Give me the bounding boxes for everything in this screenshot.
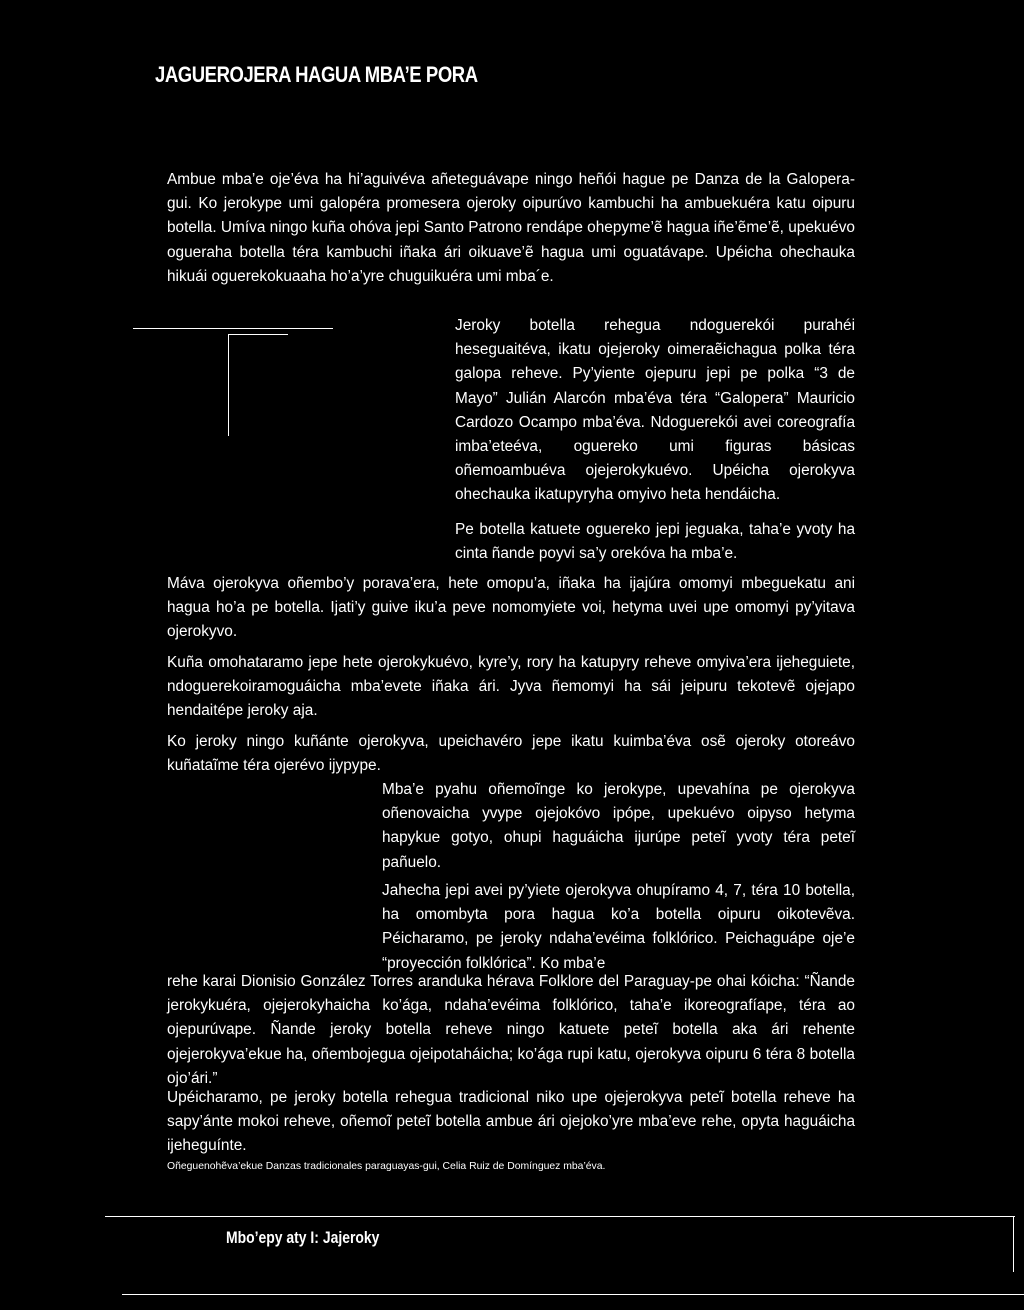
page-header-title: JAGUEROJERA HAGUA MBA’E PORA xyxy=(155,62,478,87)
footer-top-rule xyxy=(105,1216,1015,1217)
image-frame-top-line xyxy=(133,328,333,329)
paragraph-movement: Kuña omohataramo jepe hete ojerokykuévo, kyre’y, rory ha katupyry reheve omyiva’era ijeheguiete, ndoguerekoiramoguáicha mba’evete iñaka ári. Jyva ñemomyi ha sái jeipuru tekotevẽ ojejapo hendaitépe jeroky aja. xyxy=(167,654,855,720)
paragraph-traditional: Upéicharamo, pe jeroky botella rehegua tradicional niko upe ojejerokyva peteĩ botella reheve ha sapy’ánte mokoi reheve, oñemoĩ peteĩ botella ambue ári ojejoko’yre mba’eve rehe, opyta haguáicha ijeheguínte. xyxy=(167,1089,855,1155)
footnote-source: Oñeguenohẽva’ekue Danzas tradicionales paraguayas-gui, Celia Ruiz de Domínguez mba’éva. xyxy=(167,1161,606,1172)
paragraph-intro: Ambue mba’e oje’éva ha hi’aguivéva añeteguávape ningo heñói hague pe Danza de la Galopera-gui. Ko jerokype umi galopéra promesera ojeroky oipurúvo kambuchi ha ambuekuéra katu oipuru botella. Umíva ningo kuña ohóva jepi Santo Patrono rendápe ohepyme’ẽ hagua iñe’ẽme’ẽ, upekuévo ogueraha botella téra kambuchi iñaka ári oikuave’ẽ hagua umi oguatávape. Upéicha ohechauka hikuái oguerekokuaaha ho’a’yre chuguikuéra umi mba´e. xyxy=(167,171,855,285)
footer-chapter-title: Mbo’epy aty I: Jajeroky xyxy=(226,1228,380,1247)
paragraph-dancers: Ko jeroky ningo kuñánte ojerokyva, upeichavéro jepe ikatu kuimba’éva osẽ ojeroky otoreávo kuñataĩme téra ojerévo ijypype. xyxy=(167,733,855,775)
paragraph-bottle-decoration: Pe botella katuete oguereko jepi jeguaka, taha’e yvoty ha cinta ñande poyvi sa’y orekóva ha mba’e. xyxy=(455,521,855,563)
paragraph-many-bottles: Jahecha jepi avei py’yiete ojerokyva ohupíramo 4, 7, téra 10 botella, ha omombyta pora hagua ko’a botella oipuru oikotevẽva. Péicharamo, pe jeroky ndaha’evéima folklórico. Peichaguápe oje’e “proyección folklórica”. Ko mba’e xyxy=(382,882,855,972)
paragraph-music: Jeroky botella rehegua ndoguerekói purahéi heseguaitéva, ikatu ojejeroky oimeraẽichagua polka téra galopa reheve. Py’yiente ojepuru jepi pe polka “3 de Mayo” Julián Alarcón mba’éva téra “Galopera” Mauricio Cardozo Ocampo mba’éva. Ndoguerekói avei coreografía imba’eteéva, oguereko umi figuras básicas oñemoambuéva ojejerokykuévo. Upéicha ojerokyva ohechauka ikatupyryha omyivo heta hendáicha. xyxy=(455,317,855,504)
footer-right-rule xyxy=(1013,1216,1014,1272)
footer-bottom-rule xyxy=(122,1294,1024,1295)
image-frame-left-line xyxy=(228,334,229,436)
image-frame-inner-line xyxy=(228,334,288,335)
paragraph-new-figure: Mba’e pyahu oñemoĩnge ko jerokype, upevahína pe ojerokyva oñenovaicha yvype ojejokóvo ipópe, upekuévo oipyso hetyma hapykue gotyo, ohupi haguáicha ijurúpe peteĩ yvoty téra peteĩ pañuelo. xyxy=(382,781,855,871)
paragraph-posture: Máva ojerokyva oñembo’y porava’era, hete omopu’a, iñaka ha ijajúra omomyi mbeguekatu ani hagua ho’a pe botella. Ijati’y guive iku’a peve nomomyiete voi, hetyma uvei upe omomyi py’yitava ojerokyvo. xyxy=(167,575,855,641)
paragraph-quote: rehe karai Dionisio González Torres aranduka hérava Folklore del Paraguay-pe ohai kóicha: “Ñande jerokykuéra, ojejerokyhaicha ko’ága, ndaha’evéima folklórico, taha’e ikoreografíape, téra ao ojepurúvape. Ñande jeroky botella reheve ningo katuete peteĩ botella aka ári rehente ojejerokyva’ekue ha, oñembojegua ojeipotaháicha; ko’ága rupi katu, ojerokyva oipuru 6 téra 8 botella ojo’ári.” xyxy=(167,973,855,1087)
